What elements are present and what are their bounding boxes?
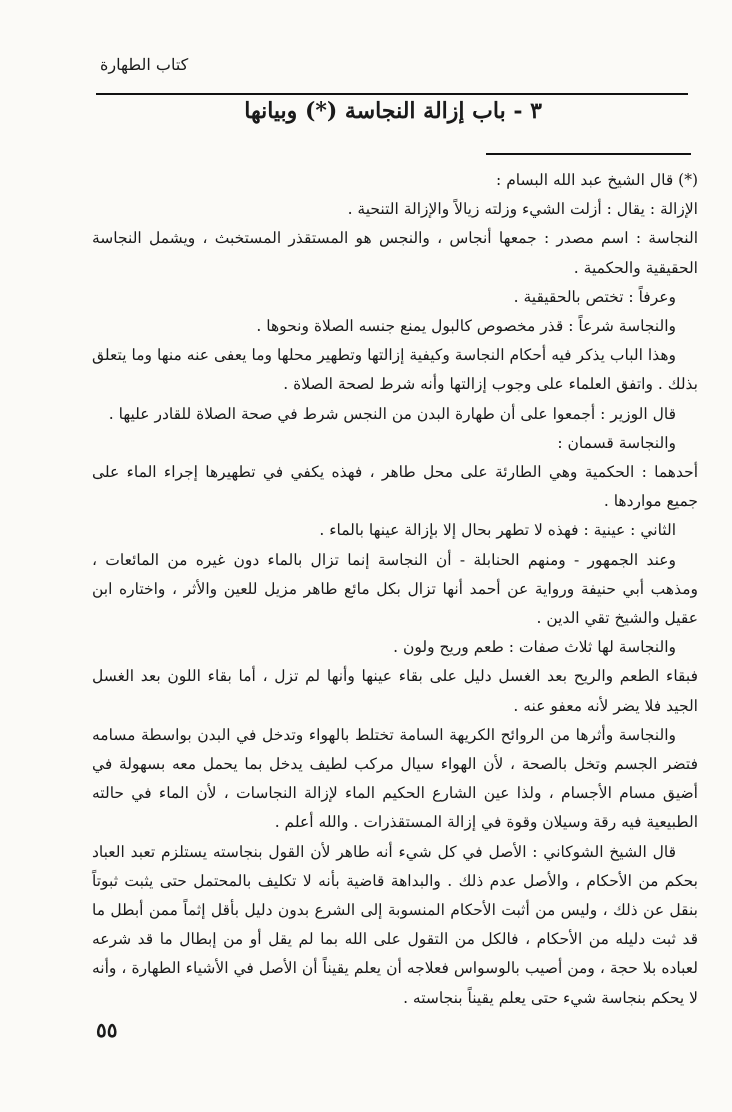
footnote-separator — [486, 153, 691, 155]
paragraph-7: والنجاسة قسمان : — [557, 433, 676, 452]
paragraph-9: الثاني : عينية : فهذه لا تطهر بحال إلا بإزالة عينها بالماء . — [319, 521, 676, 540]
footnote-body — [92, 166, 698, 1013]
paragraph-10: وعند الجمهور - ومنهم الحنابلة - أن النجاسة إنما تزال بالماء دون غيره من المائعات ، ومذهب أبي حنيفة ورواية عن أحمد أنها تزال بكل مائع طاهر مزيل للعين والأثر ، واختاره ابن عقيل والشيخ تقي الدين . — [92, 550, 698, 628]
paragraph-1: الإزالة : يقال : أزلت الشيء وزلته زيالاً والإزالة التنحية . — [347, 200, 698, 219]
paragraph-12: فبقاء الطعم والريح بعد الغسل دليل على بقاء عينها وأنها لم تزل ، أما بقاء اللون بعد الغسل الجيد فلا يضر لأنه معفو عنه . — [92, 667, 698, 715]
paragraph-5: وهذا الباب يذكر فيه أحكام النجاسة وكيفية إزالتها وتطهير محلها وما يعفى عنه منها وما يتعلق بذلك . واتفق العلماء على وجوب إزالتها وأنه شرط لصحة الصلاة . — [92, 346, 698, 394]
chapter-title: ٣ - باب إزالة النجاسة (*) وبيانها — [244, 98, 542, 124]
paragraph-13: والنجاسة وأثرها من الروائح الكريهة السامة تختلط بالهواء وتدخل في البدن بواسطة مسامه فتضر الجسم وتخل بالصحة ، لأن الهواء سيال مركب لطيف يدخل بما يحمل معه بسهولة في أضيق مسام الأجسام ، ولذا عين الشارع الحكيم الماء لإزالة النجاسات ، لأن الماء في حالته الطبيعية فيه رقة وسيلان وقوة في إزالة المستقذرات . والله أعلم . — [92, 725, 698, 832]
header-rule — [96, 93, 688, 95]
paragraph-8: أحدهما : الحكمية وهي الطارئة على محل طاهر ، فهذه يكفي في تطهيرها إجراء الماء على جميع مواردها . — [92, 463, 698, 511]
paragraph-4: والنجاسة شرعاً : قذر مخصوص كالبول يمنع جنسه الصلاة ونحوها . — [256, 317, 676, 336]
page-number: ٥٥ — [96, 1018, 118, 1042]
paragraph-3: وعرفاً : تختص بالحقيقية . — [513, 287, 676, 306]
paragraph-2: النجاسة : اسم مصدر : جمعها أنجاس ، والنجس هو المستقذر المستخبث ، ويشمل النجاسة الحقيقية والحكمية . — [92, 229, 698, 277]
paragraph-14: قال الشيخ الشوكاني : الأصل في كل شيء أنه طاهر لأن القول بنجاسته يستلزم تعبد العباد بحكم من الأحكام ، والأصل عدم ذلك . والبداهة قاضية بأنه لا تكليف بالمحتمل حتى يثبت ثبوتاً بنقل عن ذلك ، وليس من أثبت الأحكام المنسوبة إلى الشرع بدون دليل بأقل إثماً ممن أبطل ما قد ثبت دليله من الأحكام ، فالكل من التقول على الله بما لم يقل أو من إبطال ما قد شرعه لعباده بلا حجة ، ومن أصيب بالوسواس فعلاجه أن يعلم يقيناً أن الأصل في الأشياء الطهارة ، وأنه لا يحكم بنجاسة شيء حتى يعلم يقيناً بنجاسته . — [92, 842, 698, 1007]
paragraph-11: والنجاسة لها ثلاث صفات : طعم وريح ولون . — [393, 638, 676, 657]
paragraph-6: قال الوزير : أجمعوا على أن طهارة البدن من النجس شرط في صحة الصلاة للقادر عليها . — [108, 404, 676, 423]
running-head: كتاب الطهارة — [100, 55, 189, 74]
paragraph-0: (*) قال الشيخ عبد الله البسام : — [496, 171, 698, 189]
